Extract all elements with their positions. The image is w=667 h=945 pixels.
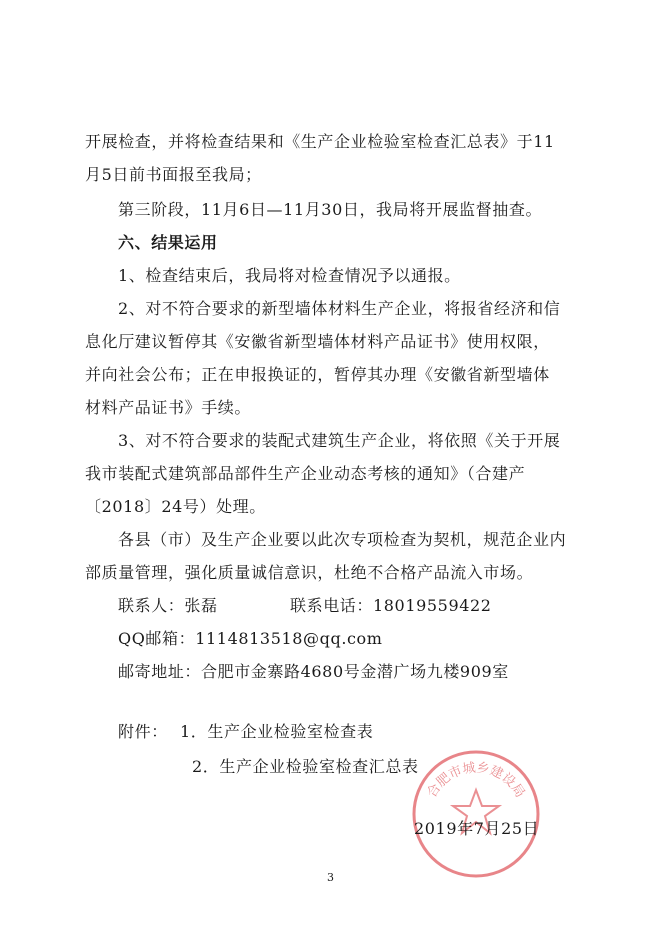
- body-line-1: 开展检查，并将检查结果和《生产企业检验室检查汇总表》于11: [85, 132, 555, 151]
- official-seal-stamp: [410, 748, 542, 880]
- body-line-9: 材料产品证书》手续。: [85, 398, 252, 417]
- contact-person: 联系人：张磊: [118, 596, 218, 615]
- contact-phone: 联系电话：18019559422: [290, 596, 492, 615]
- attachments-label: 附件：: [118, 722, 168, 741]
- body-line-8: 并向社会公布；正在申报换证的，暂停其办理《安徽省新型墙体: [85, 365, 550, 384]
- body-line-7: 息化厅建议暂停其《安徽省新型墙体材料产品证书》使用权限，: [85, 332, 550, 351]
- body-line-10: 3、对不符合要求的装配式建筑生产企业，将依照《关于开展: [118, 431, 561, 450]
- attachment-item-1: 1．生产企业检验室检查表: [180, 722, 374, 741]
- contact-address: 邮寄地址：合肥市金寨路4680号金潜广场九楼909室: [118, 662, 509, 681]
- svg-text:合肥市城乡建设局: 合肥市城乡建设局: [424, 760, 528, 801]
- attachment-item-2: 2．生产企业检验室检查汇总表: [192, 757, 419, 776]
- page-number: 3: [327, 871, 334, 884]
- body-line-2: 月5日前书面报至我局；: [85, 165, 262, 184]
- body-line-13: 各县（市）及生产企业要以此次专项检查为契机，规范企业内: [118, 530, 567, 549]
- document-date: 2019年7月25日: [414, 819, 540, 838]
- body-line-12: 〔2018〕24号）处理。: [85, 497, 266, 516]
- body-line-6: 2、对不符合要求的新型墙体材料生产企业，将报省经济和信: [118, 299, 561, 318]
- body-line-11: 我市装配式建筑部品部件生产企业动态考核的通知》（合建产: [85, 464, 526, 483]
- body-line-5: 1、检查结束后，我局将对检查情况予以通报。: [118, 266, 461, 285]
- body-line-14: 部质量管理，强化质量诚信意识，杜绝不合格产品流入市场。: [85, 563, 534, 582]
- contact-qq-email: QQ邮箱：1114813518@qq.com: [118, 629, 383, 648]
- body-line-3: 第三阶段，11月6日—11月30日，我局将开展监督抽查。: [118, 200, 543, 219]
- section-heading: 六、结果运用: [118, 233, 218, 252]
